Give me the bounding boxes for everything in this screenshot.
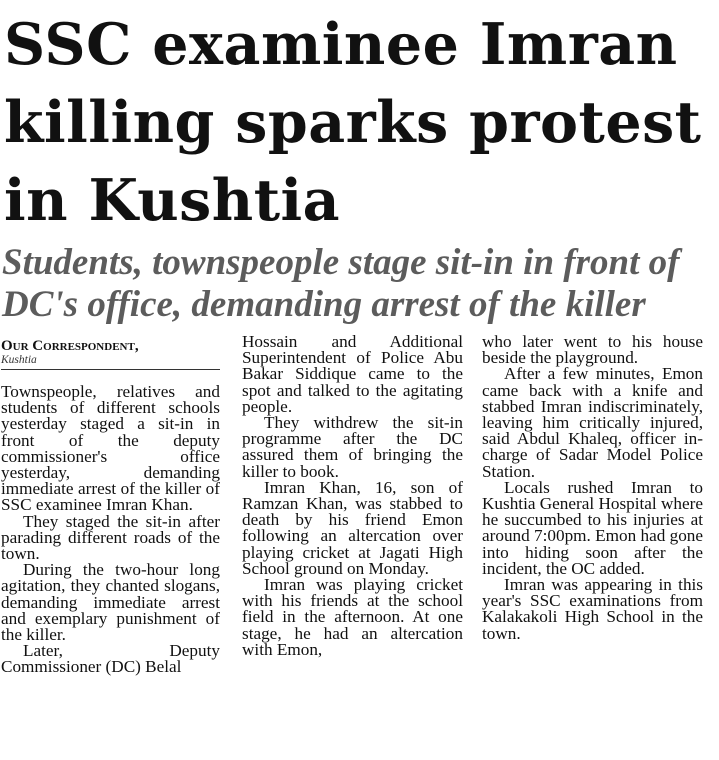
paragraph: Locals rushed Imran to Kushtia General Hospital where he succumbed to his injuries at around 7:00pm. Emon had gone into hiding soon after the incident, the OC added. [482,477,704,578]
byline-divider [1,369,220,370]
paragraph: Imran was playing cricket with his friends at the school field in the afternoon. At one stage, he had an altercation with Emon, [242,575,463,659]
paragraph: Later, Deputy Commissioner (DC) Belal [1,641,220,677]
paragraph: After a few minutes, Emon came back with a knife and stabbed Imran indiscriminately, leaving him critically injured, said Abdul Khaleq, officer in-charge of Sadar Model Police Station. [482,364,703,481]
paragraph: They staged the sit-in after parading different roads of the town. [1,511,220,564]
article-column-2 [242,334,463,658]
subheadline: Students, townspeople stage sit-in in front of DC's office, demanding arrest of the killer [2,242,680,325]
paragraph: During the two-hour long agitation, they chanted slogans, demanding immediate arrest and exemplary punishment of the killer. [1,560,220,645]
dateline-location: Kushtia [1,354,37,366]
paragraph: They withdrew the sit-in programme after the DC assured them of bringing the killer to book. [242,413,463,481]
article-column-1 [1,334,220,676]
headline: SSC examinee Imran killing sparks protest in Kushtia [4,11,702,234]
paragraph: Hossain and Additional Superintendent of Police Abu Bakar Siddique came to the spot and talked to the agitating people. [242,332,463,416]
article-column-3 [482,334,703,642]
paragraph: Imran was appearing in this year's SSC examinations from Kalakakoli High School in the town. [482,575,703,643]
paragraph: who later went to his house beside the playground. [482,332,703,368]
byline: Our Correspondent, [1,338,139,354]
paragraph: Townspeople, relatives and students of different schools yesterday staged a sit-in in front of the deputy commissioner's office yesterday, demanding immediate arrest of the killer of SSC examinee Imran Khan. [1,382,220,515]
paragraph: Imran Khan, 16, son of Ramzan Khan, was stabbed to death by his friend Emon following an altercation over playing cricket at Jagati High School ground on Monday. [242,477,463,578]
